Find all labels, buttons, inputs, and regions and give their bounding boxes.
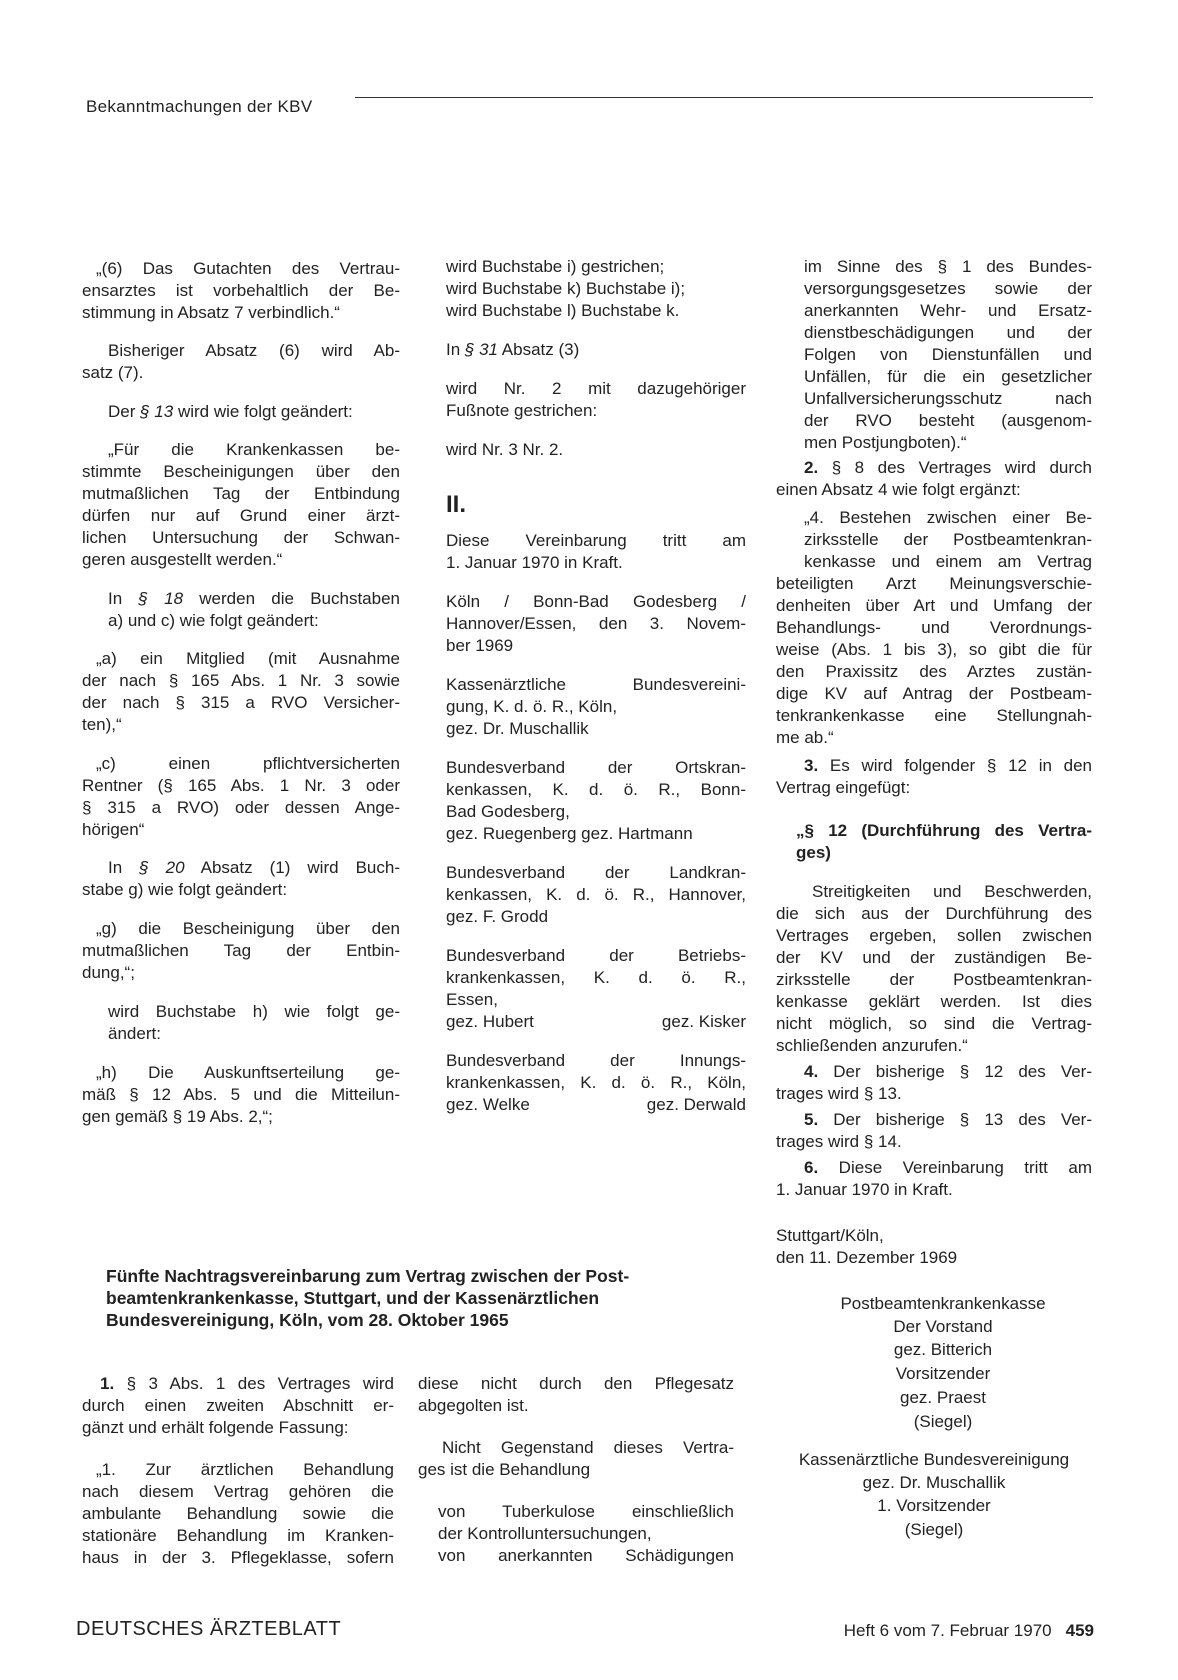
section-title-line: Fünfte Nachtragsvereinbarung zum Vertrag zwischen der Post-: [106, 1266, 630, 1286]
running-header: Bekanntmachungen der KBV: [86, 97, 313, 116]
text-line: 1. Vorsitzender: [877, 1496, 991, 1515]
text-line: geren ausgestellt werden.“: [82, 550, 283, 569]
text-line: einen Absatz 4 wie folgt ergänzt:: [776, 480, 1021, 499]
text-line: (Siegel): [913, 1412, 973, 1431]
text-line: Vertrages ergeben, sollen zwischen: [776, 926, 1092, 945]
text-line: gez. F. Grodd: [446, 907, 549, 926]
text-line: Köln / Bonn-Bad Godesberg /: [446, 592, 746, 611]
text-line: wird Buchstabe h) wie folgt ge-: [108, 1002, 400, 1021]
issue-date: Heft 6 vom 7. Februar 1970: [843, 1621, 1052, 1640]
text-line: In § 31 Absatz (3): [446, 340, 580, 359]
text-line: anerkannten Wehr- und Ersatz-: [804, 301, 1092, 320]
text-line: lichen Untersuchung der Schwan-: [82, 528, 400, 547]
text-line: men Postjungboten).“: [804, 433, 967, 452]
text-line: gez. Dr. Muschallik: [862, 1473, 1006, 1492]
text-line: die sich aus der Durchführung des: [776, 904, 1092, 923]
text-line: abgegolten ist.: [418, 1396, 529, 1415]
text-line: krankenkassen, K. d. ö. R., Köln,: [446, 1073, 746, 1092]
text-line: gänzt und erhält folgende Fassung:: [82, 1418, 349, 1437]
text-line: stimmung in Absatz 7 verbindlich.“: [82, 303, 340, 322]
text-line: Bundesverband der Landkran-: [446, 863, 746, 882]
text-line: ber 1969: [446, 636, 514, 655]
text-line: kenkasse und einem am Vertrag: [804, 552, 1092, 571]
text-line: Bundesverband der Betriebs-: [446, 946, 746, 965]
text-line: Bisheriger Absatz (6) wird Ab-: [108, 341, 400, 360]
text-line: der Kontrolluntersuchungen,: [438, 1524, 652, 1543]
text-line: der KV und der zuständigen Be-: [776, 948, 1092, 967]
text-line: Bundesverband der Innungs-: [446, 1051, 746, 1070]
text-line: ges ist die Behandlung: [418, 1460, 591, 1479]
section-column-left: [82, 1373, 394, 1569]
text-line: dienstbeschädigungen und der: [804, 323, 1092, 342]
signature-line: gez. Hubert gez. Kisker: [446, 1012, 746, 1031]
section-title-line: beamtenkrankenkasse, Stuttgart, und der Kassenärztlichen: [106, 1288, 600, 1308]
text-line: Behandlungs- und Verordnungs-: [776, 618, 1092, 637]
text-line: stationäre Behandlung im Kranken-: [82, 1526, 394, 1545]
subsection-heading: „§ 12 (Durchführung des Vertra-: [796, 821, 1092, 840]
text-line: gez. Bitterich: [893, 1340, 993, 1359]
text-line: Nicht Gegenstand dieses Vertra-: [442, 1438, 734, 1457]
subsection-heading: ges): [796, 843, 831, 862]
text-line: gen gemäß § 19 Abs. 2,“;: [82, 1107, 273, 1126]
text-line: hörigen“: [82, 820, 145, 839]
page-number: 459: [1065, 1621, 1094, 1640]
text-line: stabe g) wie folgt geändert:: [82, 880, 288, 899]
text-line: beteiligten Arzt Meinungsverschie-: [776, 574, 1092, 593]
text-line: dung,“;: [82, 963, 135, 982]
text-line: mutmaßlichen Tag der Entbin-: [82, 941, 400, 960]
text-line: 1. Januar 1970 in Kraft.: [776, 1180, 953, 1199]
text-line: In § 20 Absatz (1) wird Buch-: [108, 858, 400, 877]
text-line: „h) Die Auskunftserteilung ge-: [96, 1063, 400, 1082]
text-line: kenkassen, K. d. ö. R., Bonn-: [446, 780, 746, 799]
text-line: me ab.“: [776, 728, 834, 747]
text-line: (Siegel): [904, 1520, 964, 1539]
text-line: satz (7).: [82, 363, 144, 382]
text-line: ambulante Behandlung sowie die: [82, 1504, 394, 1523]
text-line: Fußnote gestrichen:: [446, 401, 598, 420]
text-line: zirksstelle der Postbeamtenkran-: [804, 530, 1092, 549]
text-line: Kassenärztliche Bundesvereini-: [446, 675, 746, 694]
text-line: denheiten über Art und Umfang der: [776, 596, 1092, 615]
text-line: haus in der 3. Pflegeklasse, sofern: [82, 1548, 394, 1567]
section-title-line: Bundesvereinigung, Köln, vom 28. Oktober 1965: [106, 1310, 509, 1330]
column-2: [446, 256, 746, 1116]
text-line: kenkassen, K. d. ö. R., Hannover,: [446, 885, 746, 904]
text-line: dürfen nur auf Grund einer ärzt-: [82, 506, 400, 525]
signature-block-pbk: [776, 1292, 1092, 1434]
text-line: mäß § 12 Abs. 5 und die Mitteilun-: [82, 1085, 400, 1104]
text-line: wird Buchstabe l) Buchstabe k.: [446, 301, 680, 320]
text-line: § 315 a RVO) oder dessen Ange-: [82, 798, 400, 817]
section-numeral: II.: [446, 491, 467, 518]
text-line: den 11. Dezember 1969: [776, 1248, 958, 1267]
text-line: Der Vorstand: [893, 1317, 993, 1336]
text-line: 2. § 8 des Vertrages wird durch: [804, 458, 1092, 477]
text-line: trages wird § 14.: [776, 1132, 902, 1151]
text-line: Essen,: [446, 990, 498, 1009]
text-line: wird Buchstabe i) gestrichen;: [446, 257, 665, 276]
text-line: a) und c) wie folgt geändert:: [108, 611, 319, 630]
text-line: Streitigkeiten und Beschwerden,: [812, 882, 1092, 901]
signature-block-kbv: [776, 1448, 1092, 1543]
text-line: gung, K. d. ö. R., Köln,: [446, 697, 618, 716]
text-line: weise (Abs. 1 bis 3), so gibt die für: [776, 640, 1092, 659]
text-line: gez. Dr. Muschallik: [446, 719, 589, 738]
text-line: 3. Es wird folgender § 12 in den: [804, 756, 1092, 775]
text-line: von Tuberkulose einschließlich: [438, 1502, 734, 1521]
text-line: der nach § 165 Abs. 1 Nr. 3 sowie: [82, 671, 400, 690]
text-line: Bundesverband der Ortskran-: [446, 758, 746, 777]
text-line: Kassenärztliche Bundesvereinigung: [798, 1450, 1070, 1469]
text-line: krankenkassen, K. d. ö. R.,: [446, 968, 746, 987]
text-line: Unfällen, für die ein gesetzlicher: [804, 367, 1092, 386]
text-line: der RVO besteht (ausgenom-: [804, 411, 1092, 430]
text-line: dige KV auf Antrag der Postbeam-: [776, 684, 1092, 703]
section-column-right: [418, 1373, 734, 1567]
issue-info: [844, 1620, 1094, 1642]
text-line: ändert:: [108, 1024, 161, 1043]
text-line: trages wird § 13.: [776, 1084, 902, 1103]
text-line: gez. Praest: [900, 1388, 986, 1407]
text-line: den Praxissitz des Arztes zustän-: [776, 662, 1092, 681]
column-3: [776, 256, 1092, 1543]
text-line: 4. Der bisherige § 12 des Ver-: [804, 1062, 1092, 1081]
text-line: Postbeamtenkrankenkasse: [840, 1294, 1046, 1313]
section-title: [106, 1265, 726, 1331]
text-line: Hannover/Essen, den 3. Novem-: [446, 614, 746, 633]
text-line: von anerkannten Schädigungen: [438, 1546, 734, 1565]
text-line: ensarztes ist vorbehaltlich der Be-: [82, 281, 400, 300]
text-line: „a) ein Mitglied (mit Ausnahme: [96, 649, 400, 668]
text-line: 6. Diese Vereinbarung tritt am: [804, 1158, 1092, 1177]
text-line: Vertrag eingefügt:: [776, 778, 911, 797]
text-line: der nach § 315 a RVO Versicher-: [82, 693, 400, 712]
text-line: versorgungsgesetzes sowie der: [804, 279, 1092, 298]
text-line: wird Buchstabe k) Buchstabe i);: [446, 279, 686, 298]
column-1: [82, 258, 400, 1128]
text-line: Der § 13 wird wie folgt geändert:: [108, 402, 353, 421]
header-rule: [355, 97, 1093, 98]
text-line: „4. Bestehen zwischen einer Be-: [804, 508, 1092, 527]
signature-line: gez. Welke gez. Derwald: [446, 1095, 746, 1114]
text-line: Unfallversicherungsschutz nach: [804, 389, 1092, 408]
text-line: stimmte Bescheinigungen über den: [82, 462, 400, 481]
text-line: wird Nr. 3 Nr. 2.: [446, 440, 564, 459]
text-line: 5. Der bisherige § 13 des Ver-: [804, 1110, 1092, 1129]
text-line: Diese Vereinbarung tritt am: [446, 531, 746, 550]
text-line: diese nicht durch den Pflegesatz: [418, 1374, 734, 1393]
text-line: „1. Zur ärztlichen Behandlung: [96, 1460, 394, 1479]
text-line: wird Nr. 2 mit dazugehöriger: [446, 379, 746, 398]
text-line: „Für die Krankenkassen be-: [108, 440, 400, 459]
text-line: „(6) Das Gutachten des Vertrau-: [96, 259, 400, 278]
text-line: 1. § 3 Abs. 1 des Vertrages wird: [100, 1374, 394, 1393]
text-line: nach diesem Vertrag gehören die: [82, 1482, 394, 1501]
text-line: durch einen zweiten Abschnitt er-: [82, 1396, 394, 1415]
text-line: tenkrankenkasse eine Stellungnah-: [776, 706, 1092, 725]
text-line: Stuttgart/Köln,: [776, 1226, 884, 1245]
text-line: zirksstelle der Postbeamtenkran-: [776, 970, 1092, 989]
text-line: Folgen von Dienstunfällen und: [804, 345, 1092, 364]
text-line: 1. Januar 1970 in Kraft.: [446, 553, 623, 572]
text-line: Bad Godesberg,: [446, 802, 570, 821]
text-line: Rentner (§ 165 Abs. 1 Nr. 3 oder: [82, 776, 400, 795]
text-line: mutmaßlichen Tag der Entbindung: [82, 484, 400, 503]
text-line: In § 18 werden die Buchstaben: [108, 589, 400, 608]
text-line: im Sinne des § 1 des Bundes-: [804, 257, 1092, 276]
text-line: gez. Ruegenberg gez. Hartmann: [446, 824, 693, 843]
text-line: Vorsitzender: [895, 1364, 991, 1383]
text-line: nicht möglich, so sind die Vertrag-: [776, 1014, 1092, 1033]
text-line: ten),“: [82, 715, 122, 734]
journal-name: DEUTSCHES ÄRZTEBLATT: [76, 1618, 342, 1640]
text-line: kenkasse geklärt werden. Ist dies: [776, 992, 1092, 1011]
text-line: schließenden anzurufen.“: [776, 1036, 968, 1055]
text-line: „g) die Bescheinigung über den: [96, 919, 400, 938]
text-line: „c) einen pflichtversicherten: [96, 754, 400, 773]
